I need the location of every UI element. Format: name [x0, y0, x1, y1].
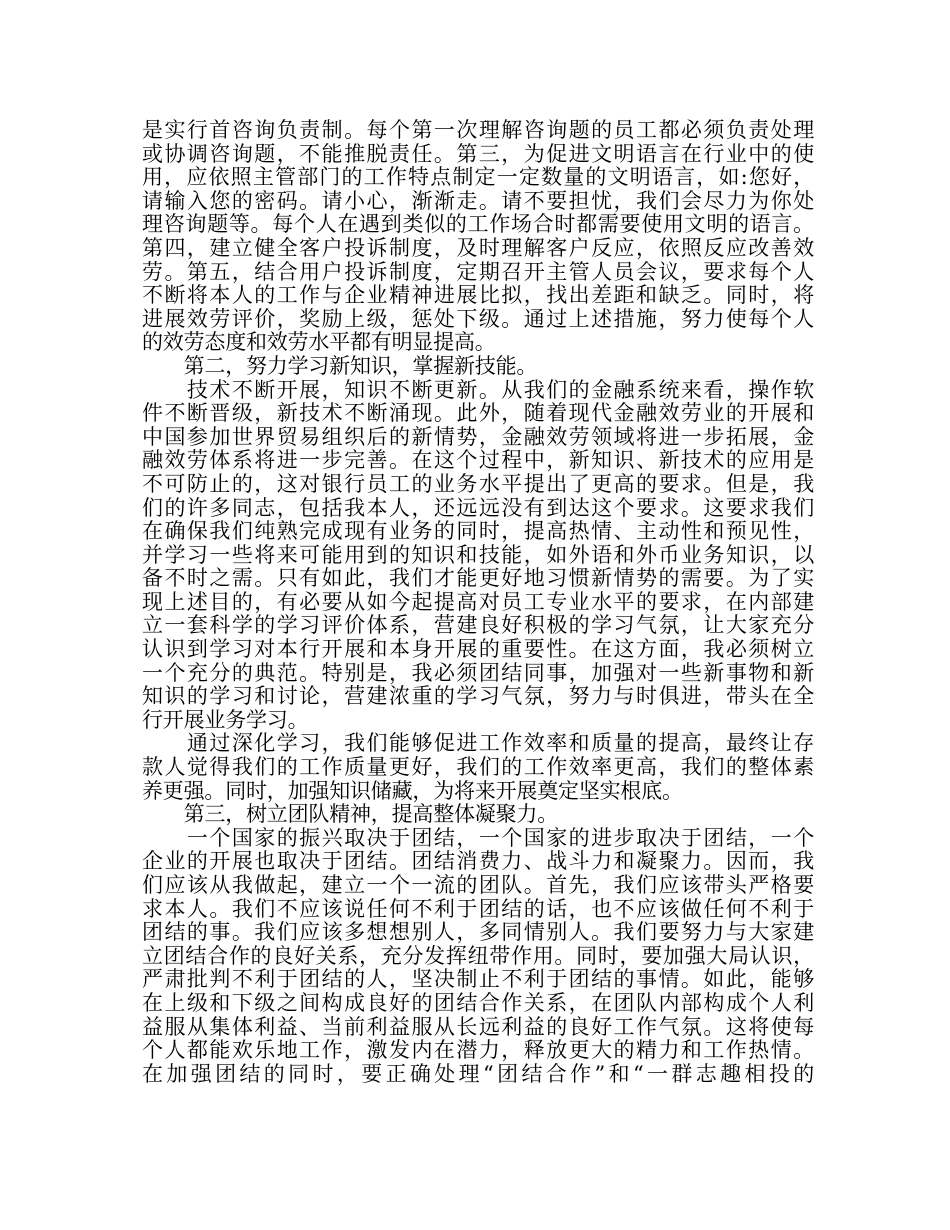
text-line: 个人都能欢乐地工作，激发内在潜力，释放更大的精力和工作热情。	[142, 1039, 814, 1063]
text-line: 理咨询题等。每个人在遇到类似的工作场合时都需要使用文明的语言。	[142, 213, 814, 237]
text-line: 备不时之需。只有如此，我们才能更好地习惯新情势的需要。为了实	[142, 567, 814, 591]
text-line: 或协调咨询题，不能推脱责任。第三，为促进文明语言在行业中的使	[142, 142, 814, 166]
text-line: 现上述目的，有必要从如今起提高对员工专业水平的要求，在内部建	[142, 590, 814, 614]
text-line: 劳。第五，结合用户投诉制度，定期召开主管人员会议，要求每个人	[142, 260, 814, 284]
text-line: 们的许多同志，包括我本人，还远远没有到达这个要求。这要求我们	[142, 496, 814, 520]
text-line: 用，应依照主管部门的工作特点制定一定数量的文明语言，如:您好，	[142, 166, 814, 190]
text-line: 中国参加世界贸易组织后的新情势，金融效劳领域将进一步拓展，金	[142, 425, 814, 449]
text-line: 在加强团结的同时，要正确处理“团结合作”和“一群志趣相投的	[142, 1062, 814, 1086]
text-line: 一个充分的典范。特别是，我必须团结同事，加强对一些新事物和新	[142, 661, 814, 685]
text-line: 的效劳态度和效劳水平都有明显提高。	[142, 330, 496, 355]
text-line: 企业的开展也取决于团结。团结消费力、战斗力和凝聚力。因而，我	[142, 850, 814, 874]
text-line: 款人觉得我们的工作质量更好，我们的工作效率更高，我们的整体素	[142, 756, 814, 780]
text-line: 益服从集体利益、当前利益服从长远利益的良好工作气氛。这将使每	[142, 1015, 814, 1039]
text-line: 立团结合作的良好关系，充分发挥纽带作用。同时，要加强大局认识，	[142, 944, 814, 968]
text-line: 第四，建立健全客户投诉制度，及时理解客户反应，依照反应改善效	[142, 236, 814, 260]
document-body-text	[142, 119, 814, 1086]
text-line: 不断将本人的工作与企业精神进展比拟，找出差距和缺乏。同时，将	[142, 284, 814, 308]
text-line: 技术不断开展，知识不断更新。从我们的金融系统来看，操作软	[142, 378, 814, 402]
text-line: 在确保我们纯熟完成现有业务的同时，提高热情、主动性和预见性，	[142, 520, 814, 544]
text-line: 求本人。我们不应该说任何不利于团结的话，也不应该做任何不利于	[142, 897, 814, 921]
text-line: 件不断晋级，新技术不断涌现。此外，随着现代金融效劳业的开展和	[142, 402, 814, 426]
text-line: 是实行首咨询负责制。每个第一次理解咨询题的员工都必须负责处理	[142, 119, 814, 142]
text-line: 第三，树立团队精神，提高整体凝聚力。	[142, 802, 558, 827]
text-line: 进展效劳评价，奖励上级，惩处下级。通过上述措施，努力使每个人	[142, 307, 814, 331]
text-line: 严肃批判不利于团结的人，坚决制止不利于团结的事情。如此，能够	[142, 968, 814, 992]
text-line: 第二，努力学习新知识，掌握新技能。	[142, 353, 538, 378]
text-line: 请输入您的密码。请小心，渐渐走。请不要担忧，我们会尽力为你处	[142, 189, 814, 213]
text-line: 养更强。同时，加强知识储藏，为将来开展奠定坚实根底。	[142, 778, 683, 803]
text-line: 认识到学习对本行开展和本身开展的重要性。在这方面，我必须树立	[142, 638, 814, 662]
text-line: 通过深化学习，我们能够促进工作效率和质量的提高，最终让存	[142, 732, 814, 756]
text-line: 立一套科学的学习评价体系，营建良好积极的学习气氛，让大家充分	[142, 614, 814, 638]
text-line: 团结的事。我们应该多想想别人，多同情别人。我们要努力与大家建	[142, 921, 814, 945]
text-line: 行开展业务学习。	[142, 707, 309, 732]
text-line: 在上级和下级之间构成良好的团结合作关系，在团队内部构成个人利	[142, 991, 814, 1015]
text-line: 一个国家的振兴取决于团结，一个国家的进步取决于团结，一个	[142, 826, 814, 850]
text-line: 们应该从我做起，建立一个一流的团队。首先，我们应该带头严格要	[142, 874, 814, 897]
text-line: 并学习一些将来可能用到的知识和技能，如外语和外币业务知识，以	[142, 543, 814, 567]
text-line: 不可防止的，这对银行员工的业务水平提出了更高的要求。但是，我	[142, 472, 814, 496]
text-line: 融效劳体系将进一步完善。在这个过程中，新知识、新技术的应用是	[142, 449, 814, 473]
text-line: 知识的学习和讨论，营建浓重的学习气氛，努力与时俱进，带头在全	[142, 685, 814, 709]
